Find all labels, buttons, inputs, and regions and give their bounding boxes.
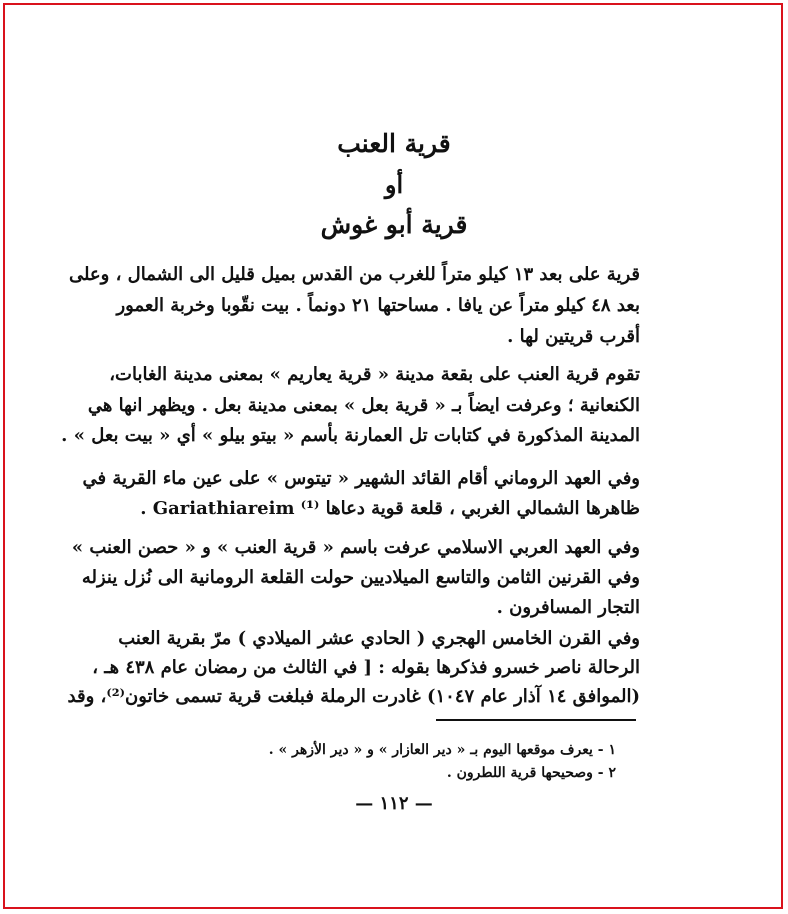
footnote-1: ١ - يعرف موقعها اليوم بـ « دير العازار » و « دير الأزهر » . — [268, 742, 616, 758]
footnote-2: ٢ - وصحيحها قرية اللطرون . — [446, 765, 616, 781]
paragraph-line: وفي القرنين الثامن والتاسع الميلاديين حولت القلعة الرومانية الى نُزل ينزله — [81, 567, 640, 588]
footnote-separator — [436, 719, 636, 721]
paragraph-line: وفي القرن الخامس الهجري ( الحادي عشر الميلادي ) مرّ بقرية العنب — [118, 628, 640, 649]
title-qaryat-al-inab: قرية العنب — [337, 129, 451, 158]
paragraph-line: وفي العهد العربي الاسلامي عرفت باسم « قرية العنب » و « حصن العنب » — [71, 537, 640, 558]
paragraph-line: ظاهرها الشمالي الغربي ، قلعة قوية دعاها Gariathiareim ⁽¹⁾ . — [140, 498, 640, 519]
paragraph-line: الرحالة ناصر خسرو فذكرها بقوله : [ في الثالث من رمضان عام ٤٣٨ هـ ، — [92, 657, 640, 678]
title-abu-ghosh: قرية أبو غوش — [320, 210, 468, 239]
paragraph-line: وفي العهد الروماني أقام القائد الشهير « تيتوس » على عين ماء القرية في — [82, 468, 640, 489]
paragraph-line: التجار المسافرون . — [496, 597, 640, 618]
paragraph-line: قرية على بعد ١٣ كيلو متراً للغرب من القدس بميل قليل الى الشمال ، وعلى — [68, 264, 640, 285]
paragraph-line: (الموافق ١٤ آذار عام ١٠٤٧) غادرت الرملة فبلغت قرية تسمى خاتون⁽²⁾، وقد — [67, 686, 640, 707]
paragraph-line: تقوم قرية العنب على بقعة مدينة « قرية يعاريم » بمعنى مدينة الغابات، — [109, 364, 640, 385]
paragraph-line: أقرب قريتين لها . — [507, 326, 640, 347]
title-or: أو — [384, 170, 404, 199]
page-number: — ١١٢ — — [355, 793, 433, 814]
paragraph-line: المدينة المذكورة في كتابات تل العمارنة بأسم « بيتو بيلو » أي « بيت بعل » . — [61, 425, 640, 446]
paragraph-line: بعد ٤٨ كيلو متراً عن يافا . مساحتها ٢١ دونماً . بيت نقّوبا وخربة العمور — [116, 295, 640, 316]
paragraph-line: الكنعانية ؛ وعرفت ايضاً بـ « قرية بعل » بمعنى مدينة بعل . ويظهر انها هي — [87, 395, 640, 416]
